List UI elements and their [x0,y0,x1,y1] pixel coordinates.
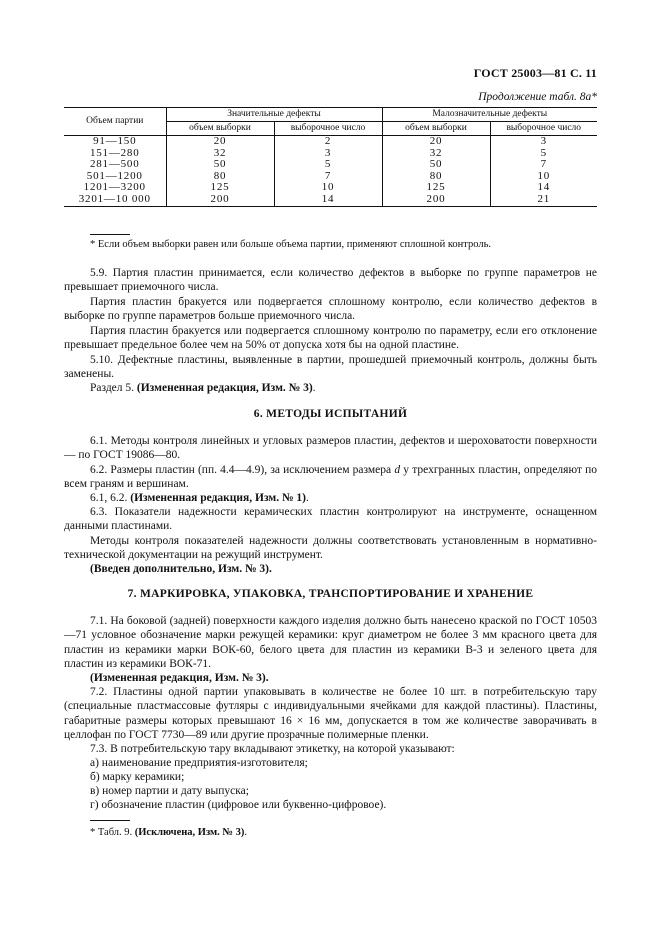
table-cell: 20 [166,136,274,148]
paragraph-6-3: 6.3. Показатели надежности керамических пластин контролируют на инструменте, оснащенном данными пластинами. [64,506,597,533]
header-lot-size: Объем партии [64,108,166,136]
table-cell: 5 [490,148,597,160]
section-6-heading: 6. МЕТОДЫ ИСПЫТАНИЙ [253,408,408,420]
note-6-3: (Введен дополнительно, Изм. № 3). [90,563,272,575]
table-cell: 10 [490,171,597,183]
table-cell: 3 [490,136,597,148]
table-cell: 80 [382,171,490,183]
footnote-table-9: * Табл. 9. (Исключена, Изм. № 3). [90,827,247,838]
table-cell: 200 [166,194,274,206]
paragraph-6-1: 6.1. Методы контроля линейных и угловых размеров пластин, дефектов и шероховатости поверхности — по ГОСТ 19086—80. [64,435,597,462]
paragraph-5-10: 5.10. Дефектные пластины, выявленные в партии, прошедшей приемочный контроль, должны быть заменены. [64,354,597,381]
paragraph-5-9-reject-param: Партия пластин бракуется или подвергается сплошному контролю по параметру, если его отклонение превышает предельное более чем на 50% от допуска хотя бы на одной пластине. [64,325,597,352]
paragraph-7-3: 7.3. В потребительскую тару вкладывают этикетку, на которой указывают: [90,743,455,755]
table-cell: 5 [274,159,382,171]
paragraph-7-2: 7.2. Пластины одной партии упаковывать в количестве не более 10 шт. в потребительскую тару (специальные пластмассовые футляры с индивидуальными ячейками для каждой пластины). Пластины, габаритные размеры которых превышают 16 × 16 мм, допускается в том же количестве заворачивать в целлофан по ГОСТ 7730—89 или другие прозрачные полимерные пленки. [64,686,597,741]
sample-size-table [64,107,597,207]
note-6-1-6-2: 6.1, 6.2. (Измененная редакция, Изм. № 1). [90,492,309,504]
list-item-c: в) номер партии и дату выпуска; [90,785,249,797]
table-cell: 21 [490,194,597,206]
cell-lot-size: 3201—10 000 [64,194,166,206]
table-row [64,194,597,206]
table-cell: 14 [490,182,597,194]
table-cell: 32 [382,148,490,160]
footnote-table: * Если объем выборки равен или больше объема партии, применяют сплошной контроль. [90,239,492,250]
table-cell: 2 [274,136,382,148]
header-minor-defects: Малозначительные дефекты [382,108,597,122]
table-cell: 80 [166,171,274,183]
paragraph-7-1: 7.1. На боковой (задней) поверхности каждого изделия должно быть нанесено краской по ГОСТ 10503—71 условное обозначение марки режущей керамики: круг диаметром не более 3 мм красного цвета для пластин из керамики марки ВОК-60, белого цвета для пластин из керамики В-3 и зеленого цвета для пластин из керамики ВОК-71. [64,615,597,670]
list-item-a: а) наименование предприятия-изготовителя; [90,757,308,769]
table-cell: 7 [274,171,382,183]
cell-lot-size: 501—1200 [86,169,143,182]
cell-lot-size: 1201—3200 [83,181,146,194]
header-significant-defects: Значительные дефекты [166,108,382,122]
section-7-heading: 7. МАРКИРОВКА, УПАКОВКА, ТРАНСПОРТИРОВАНИЕ И ХРАНЕНИЕ [127,588,534,600]
header-sample-size: объем выборки [382,122,490,136]
header-acceptance-number: выборочное число [490,122,597,136]
header-sample-size: объем выборки [166,122,274,136]
paragraph-6-2: 6.2. Размеры пластин (пп. 4.4—4.9), за исключением размера d у трехгранных пластин, определяют по всем граням и вершинам. [64,464,598,491]
table-cell: 7 [490,159,597,171]
table-cell: 10 [274,182,382,194]
note-7-1: (Измененная редакция, Изм. № 3). [90,672,269,684]
table-cell: 3 [274,148,382,160]
list-item-d: г) обозначение пластин (цифровое или буквенно-цифровое). [90,799,387,811]
table-cell: 20 [382,136,490,148]
table-cell: 32 [166,148,274,160]
cell-lot-size: 151—280 [89,146,140,159]
cell-lot-size: 91—150 [93,135,137,147]
table-cell: 125 [166,182,274,194]
table-row [64,136,597,148]
list-item-b: б) марку керамики; [90,771,185,783]
section-5-note: Раздел 5. (Измененная редакция, Изм. № 3). [90,382,316,394]
table-cell: 14 [274,194,382,206]
table-cell: 50 [166,159,274,171]
paragraph-6-3-methods: Методы контроля показателей надежности должны соответствовать установленным в нормативно-технической документации на режущий инструмент. [64,535,597,562]
paragraph-5-9-reject: Партия пластин бракуется или подвергается сплошному контролю, если количество дефектов в выборке по группе параметров больше приемочного числа. [64,296,597,323]
table-continuation-label: Продолжение табл. 8а* [478,91,597,103]
cell-lot-size: 281—500 [89,158,140,171]
page-header: ГОСТ 25003—81 С. 11 [473,66,597,80]
footnote-rule [90,820,130,821]
header-acceptance-number: выборочное число [274,122,382,136]
table-cell: 125 [382,182,490,194]
table-cell: 50 [382,159,490,171]
table-cell: 200 [382,194,490,206]
paragraph-5-9: 5.9. Партия пластин принимается, если количество дефектов в выборке по группе параметров не превышает приемочного числа. [64,267,597,294]
footnote-rule [90,234,130,235]
